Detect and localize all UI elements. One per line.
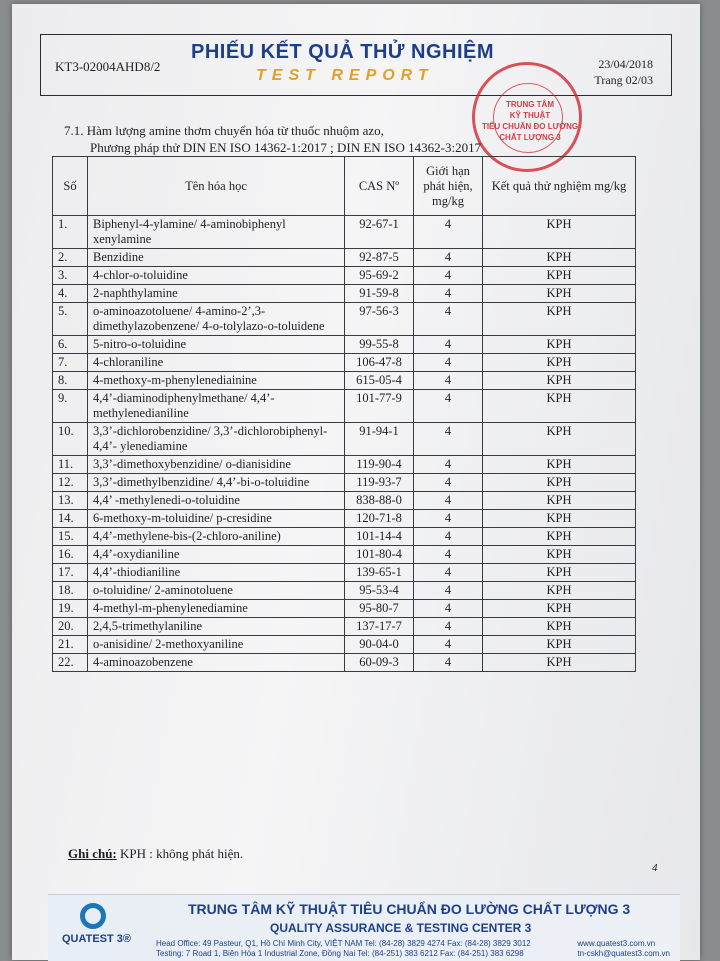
test-result: KPH [483,456,636,474]
header-no: Số [53,157,88,216]
cas-number: 119-90-4 [345,456,414,474]
letterhead-footer [48,894,680,961]
test-result: KPH [483,582,636,600]
chemical-name: 4-methyl-m-phenylenediamine [88,600,345,618]
detection-limit: 4 [414,249,483,267]
report-date: 23/04/2018 [598,57,653,71]
testing-address: Testing: 7 Road 1, Biên Hòa 1 Industrial Zone, Đồng Nai Tel: (84-251) 383 6212 Fax: (84-251) 383 6298 [156,949,524,958]
table-row [53,216,636,249]
detection-limit: 4 [414,618,483,636]
table-row [53,492,636,510]
detection-limit: 4 [414,372,483,390]
chemical-name: 6-methoxy-m-toluidine/ p-cresidine [88,510,345,528]
section-intro [64,122,481,156]
detection-limit: 4 [414,582,483,600]
chemical-name: 3,3’-dichlorobenzidine/ 3,3’-dichlorobiphenyl-4,4’- ylenediamine [88,423,345,456]
row-number: 16. [53,546,88,564]
chemical-name: 4,4’-thiodianiline [88,564,345,582]
table-row [53,372,636,390]
test-result: KPH [483,474,636,492]
organization-name-en: QUALITY ASSURANCE & TESTING CENTER 3 [270,921,532,935]
test-result: KPH [483,216,636,249]
website-link[interactable]: www.quatest3.com.vn [577,939,656,948]
test-result: KPH [483,390,636,423]
chemical-name: 4,4’ -methylenedi-o-toluidine [88,492,345,510]
page-number: Trang 02/03 [594,73,653,87]
test-result: KPH [483,303,636,336]
cas-number: 97-56-3 [345,303,414,336]
chemical-name: 3,3’-dimethoxybenzidine/ o-dianisidine [88,456,345,474]
row-number: 12. [53,474,88,492]
detection-limit: 4 [414,492,483,510]
detection-limit: 4 [414,354,483,372]
row-number: 20. [53,618,88,636]
chemical-name: o-toluidine/ 2-aminotoluene [88,582,345,600]
chemical-name: 4-methoxy-m-phenylenediainine [88,372,345,390]
stamp-line-3: TIÊU CHUẨN ĐO LƯỜNG [481,122,579,131]
table-row [53,267,636,285]
table-row [53,474,636,492]
test-result: KPH [483,654,636,672]
cas-number: 101-77-9 [345,390,414,423]
table-row [53,564,636,582]
cas-number: 95-80-7 [345,600,414,618]
table-row [53,336,636,354]
table-row [53,546,636,564]
section-heading: 7.1. Hàm lượng amine thơm chuyển hóa từ thuốc nhuộm azo, [64,123,384,138]
table-row [53,303,636,336]
chemical-name: Benzidine [88,249,345,267]
report-header [40,34,672,96]
note [68,846,243,862]
test-result: KPH [483,336,636,354]
detection-limit: 4 [414,654,483,672]
test-result: KPH [483,285,636,303]
web-info [577,939,670,959]
detection-limit: 4 [414,510,483,528]
row-number: 5. [53,303,88,336]
row-number: 7. [53,354,88,372]
stamp-line-2: KỸ THUẬT [509,111,551,120]
cas-number: 95-53-4 [345,582,414,600]
chemical-name: 4-chlor-o-toluidine [88,267,345,285]
table-row [53,456,636,474]
cas-number: 95-69-2 [345,267,414,285]
row-number: 10. [53,423,88,456]
cas-number: 106-47-8 [345,354,414,372]
test-result: KPH [483,600,636,618]
test-result: KPH [483,618,636,636]
chemical-name: 2-naphthylamine [88,285,345,303]
test-result: KPH [483,354,636,372]
cas-number: 99-55-8 [345,336,414,354]
row-number: 4. [53,285,88,303]
report-title-en: TEST REPORT [256,67,434,84]
cas-number: 120-71-8 [345,510,414,528]
document-code: KT3-02004AHD8/2 [55,59,161,74]
chemical-name: 4,4’-methylene-bis-(2-chloro-aniline) [88,528,345,546]
detection-limit: 4 [414,636,483,654]
report-title-vn: PHIẾU KẾT QUẢ THỬ NGHIỆM [191,41,495,63]
detection-limit: 4 [414,267,483,285]
row-number: 14. [53,510,88,528]
detection-limit: 4 [414,456,483,474]
signature-mark: 4 [652,862,658,874]
chemical-name: 3,3’-dimethylbenzidine/ 4,4’-bi-o-toluidine [88,474,345,492]
cas-number: 92-67-1 [345,216,414,249]
cas-number: 838-88-0 [345,492,414,510]
detection-limit: 4 [414,390,483,423]
cas-number: 101-80-4 [345,546,414,564]
email-link[interactable]: tn-cskh@quatest3.com.vn [577,949,670,958]
detection-limit: 4 [414,528,483,546]
cas-number: 137-17-7 [345,618,414,636]
chemical-name: Biphenyl-4-ylamine/ 4-aminobiphenyl xenylamine [88,216,345,249]
cas-number: 90-04-0 [345,636,414,654]
header-cas: CAS Nº [345,157,414,216]
test-result: KPH [483,423,636,456]
table-row [53,636,636,654]
row-number: 19. [53,600,88,618]
header-result: Kết quả thử nghiệm mg/kg [483,157,636,216]
row-number: 15. [53,528,88,546]
chemical-name: 4-chloraniline [88,354,345,372]
detection-limit: 4 [414,546,483,564]
stamp-line-1: TRUNG TÂM [506,100,554,109]
header-limit: Giới hạn phát hiện, mg/kg [414,157,483,216]
cas-number: 91-59-8 [345,285,414,303]
test-method: Phương pháp thử DIN EN ISO 14362-1:2017 ; DIN EN ISO 14362-3:2017 [90,140,482,155]
test-result: KPH [483,636,636,654]
cas-number: 92-87-5 [345,249,414,267]
results-table [52,156,636,672]
detection-limit: 4 [414,600,483,618]
test-result: KPH [483,564,636,582]
head-office: Head Office: 49 Pasteur, Q1, Hồ Chí Minh City, VIỆT NAM Tel: (84-28) 3829 4274 Fax: (84-28) 3829 3012 [156,939,531,948]
detection-limit: 4 [414,336,483,354]
test-result: KPH [483,249,636,267]
detection-limit: 4 [414,474,483,492]
test-result: KPH [483,510,636,528]
test-result: KPH [483,372,636,390]
report-page [12,4,700,960]
table-row [53,618,636,636]
row-number: 6. [53,336,88,354]
cas-number: 615-05-4 [345,372,414,390]
row-number: 21. [53,636,88,654]
row-number: 13. [53,492,88,510]
table-row [53,600,636,618]
row-number: 11. [53,456,88,474]
quatest-logo-icon [80,903,106,929]
logo-text: QUATEST 3® [62,933,132,945]
table-header-row [53,157,636,216]
test-result: KPH [483,267,636,285]
row-number: 18. [53,582,88,600]
chemical-name: 4,4’-oxydianiline [88,546,345,564]
chemical-name: 2,4,5-trimethylaniline [88,618,345,636]
row-number: 22. [53,654,88,672]
cas-number: 101-14-4 [345,528,414,546]
table-row [53,528,636,546]
chemical-name: 4-aminoazobenzene [88,654,345,672]
test-result: KPH [483,546,636,564]
detection-limit: 4 [414,564,483,582]
table-row [53,510,636,528]
table-row [53,654,636,672]
chemical-name: 5-nitro-o-toluidine [88,336,345,354]
row-number: 3. [53,267,88,285]
table-row [53,354,636,372]
note-text: KPH : không phát hiện. [116,846,244,861]
row-number: 2. [53,249,88,267]
table-row [53,249,636,267]
chemical-name: o-anisidine/ 2-methoxyaniline [88,636,345,654]
chemical-name: 4,4’-diaminodiphenylmethane/ 4,4’-methylenedianiline [88,390,345,423]
table-row [53,423,636,456]
detection-limit: 4 [414,285,483,303]
organization-name-vn: TRUNG TÂM KỸ THUẬT TIÊU CHUẨN ĐO LƯỜNG CHẤT LƯỢNG 3 [188,901,631,917]
header-name: Tên hóa học [88,157,345,216]
stamp-text [481,99,579,143]
row-number: 9. [53,390,88,423]
table-row [53,285,636,303]
stamp-line-4: CHẤT LƯỢNG 3 [499,133,561,142]
row-number: 1. [53,216,88,249]
cas-number: 91-94-1 [345,423,414,456]
table-row [53,390,636,423]
row-number: 17. [53,564,88,582]
test-result: KPH [483,528,636,546]
table-row [53,582,636,600]
chemical-name: o-aminoazotoluene/ 4-amino-2’,3-dimethylazobenzene/ 4-o-tolylazo-o-toluidene [88,303,345,336]
cas-number: 139-65-1 [345,564,414,582]
contact-info [156,939,531,959]
detection-limit: 4 [414,303,483,336]
test-result: KPH [483,492,636,510]
detection-limit: 4 [414,216,483,249]
row-number: 8. [53,372,88,390]
note-label: Ghi chú: [68,846,117,861]
cas-number: 60-09-3 [345,654,414,672]
cas-number: 119-93-7 [345,474,414,492]
detection-limit: 4 [414,423,483,456]
